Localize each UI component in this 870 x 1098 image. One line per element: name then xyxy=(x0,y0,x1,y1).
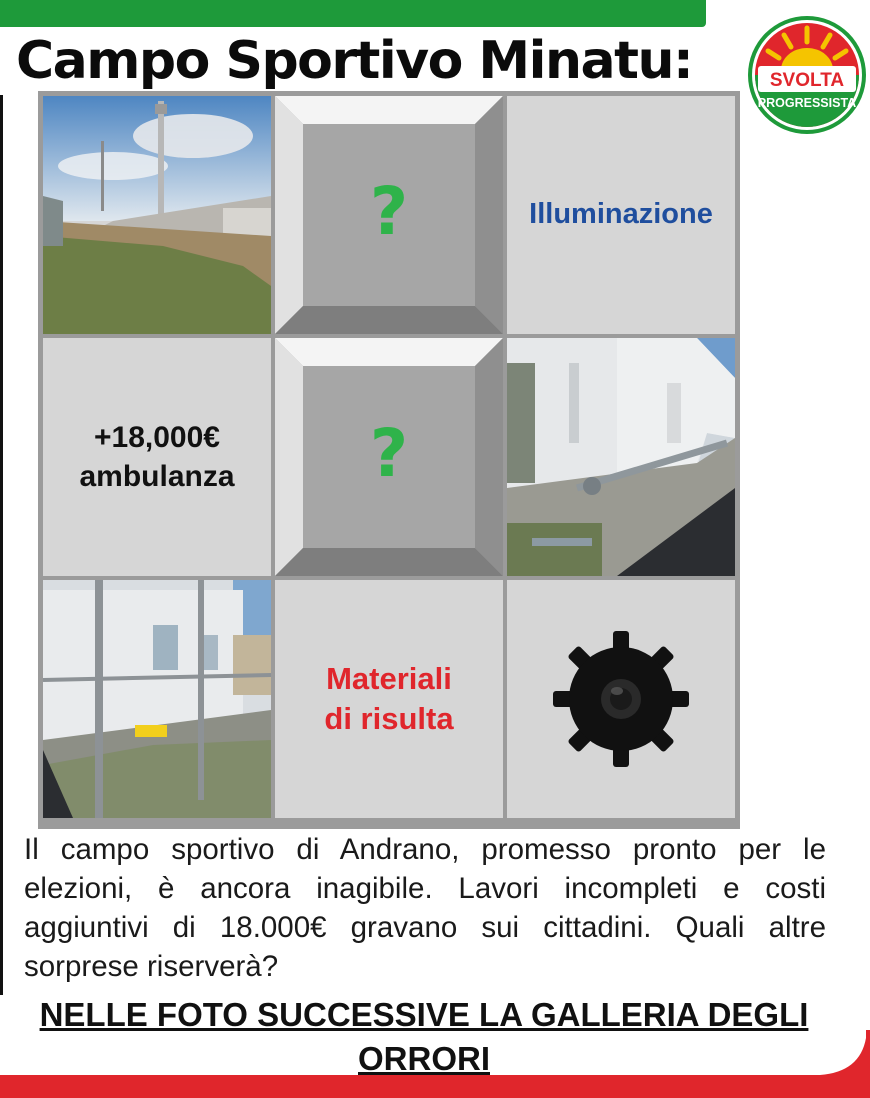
page-title: Campo Sportivo Minatu: xyxy=(16,31,693,91)
grid-cell-mystery-2[interactable] xyxy=(275,338,503,576)
label-ambulanza-cost xyxy=(79,418,234,496)
materiali-line1: Materiali xyxy=(326,660,452,696)
stadium-field-photo xyxy=(43,96,271,334)
mine-icon xyxy=(551,629,691,769)
fence-building-photo xyxy=(43,580,271,818)
bottom-red-band xyxy=(0,1030,870,1098)
logo-word-svolta: SVOLTA xyxy=(769,70,845,91)
gallery-heading-line1: NELLE FOTO SUCCESSIVE LA GALLERIA DEGLI xyxy=(39,996,809,1033)
top-green-bar xyxy=(0,0,706,27)
grid-cell-fence-photo xyxy=(43,580,271,818)
grid-cell-materiali xyxy=(275,580,503,818)
grid-cell-mine[interactable] xyxy=(507,580,735,818)
svolta-progressista-logo xyxy=(746,14,868,136)
description-paragraph: Il campo sportivo di Andrano, promesso pronto per le elezioni, è ancora inagibile. Lavori incompleti e costi aggiuntivi di 18.000€ gravano sui cittadini. Quali altre sorprese riserverà? xyxy=(24,833,826,983)
materiali-line2: di risulta xyxy=(324,701,454,736)
grid-cell-ambulanza xyxy=(43,338,271,576)
gallery-heading-line2: ORRORI xyxy=(358,1040,490,1077)
grid-cell-building-photo xyxy=(507,338,735,576)
memory-grid xyxy=(38,91,740,829)
logo-word-progressista: PROGRESSISTA xyxy=(757,96,857,110)
label-illuminazione: Illuminazione xyxy=(529,198,713,231)
label-materiali-di-risulta xyxy=(324,659,453,740)
building-fallen-pole-photo xyxy=(507,338,735,576)
grid-cell-stadium-photo xyxy=(43,96,271,334)
cost-amount: +18,000€ xyxy=(94,421,220,454)
left-divider xyxy=(0,95,3,995)
question-mark: ? xyxy=(369,414,409,492)
grid-cell-illuminazione xyxy=(507,96,735,334)
grid-cell-mystery-1[interactable] xyxy=(275,96,503,334)
question-mark: ? xyxy=(369,172,409,250)
cost-subject: ambulanza xyxy=(79,460,235,493)
